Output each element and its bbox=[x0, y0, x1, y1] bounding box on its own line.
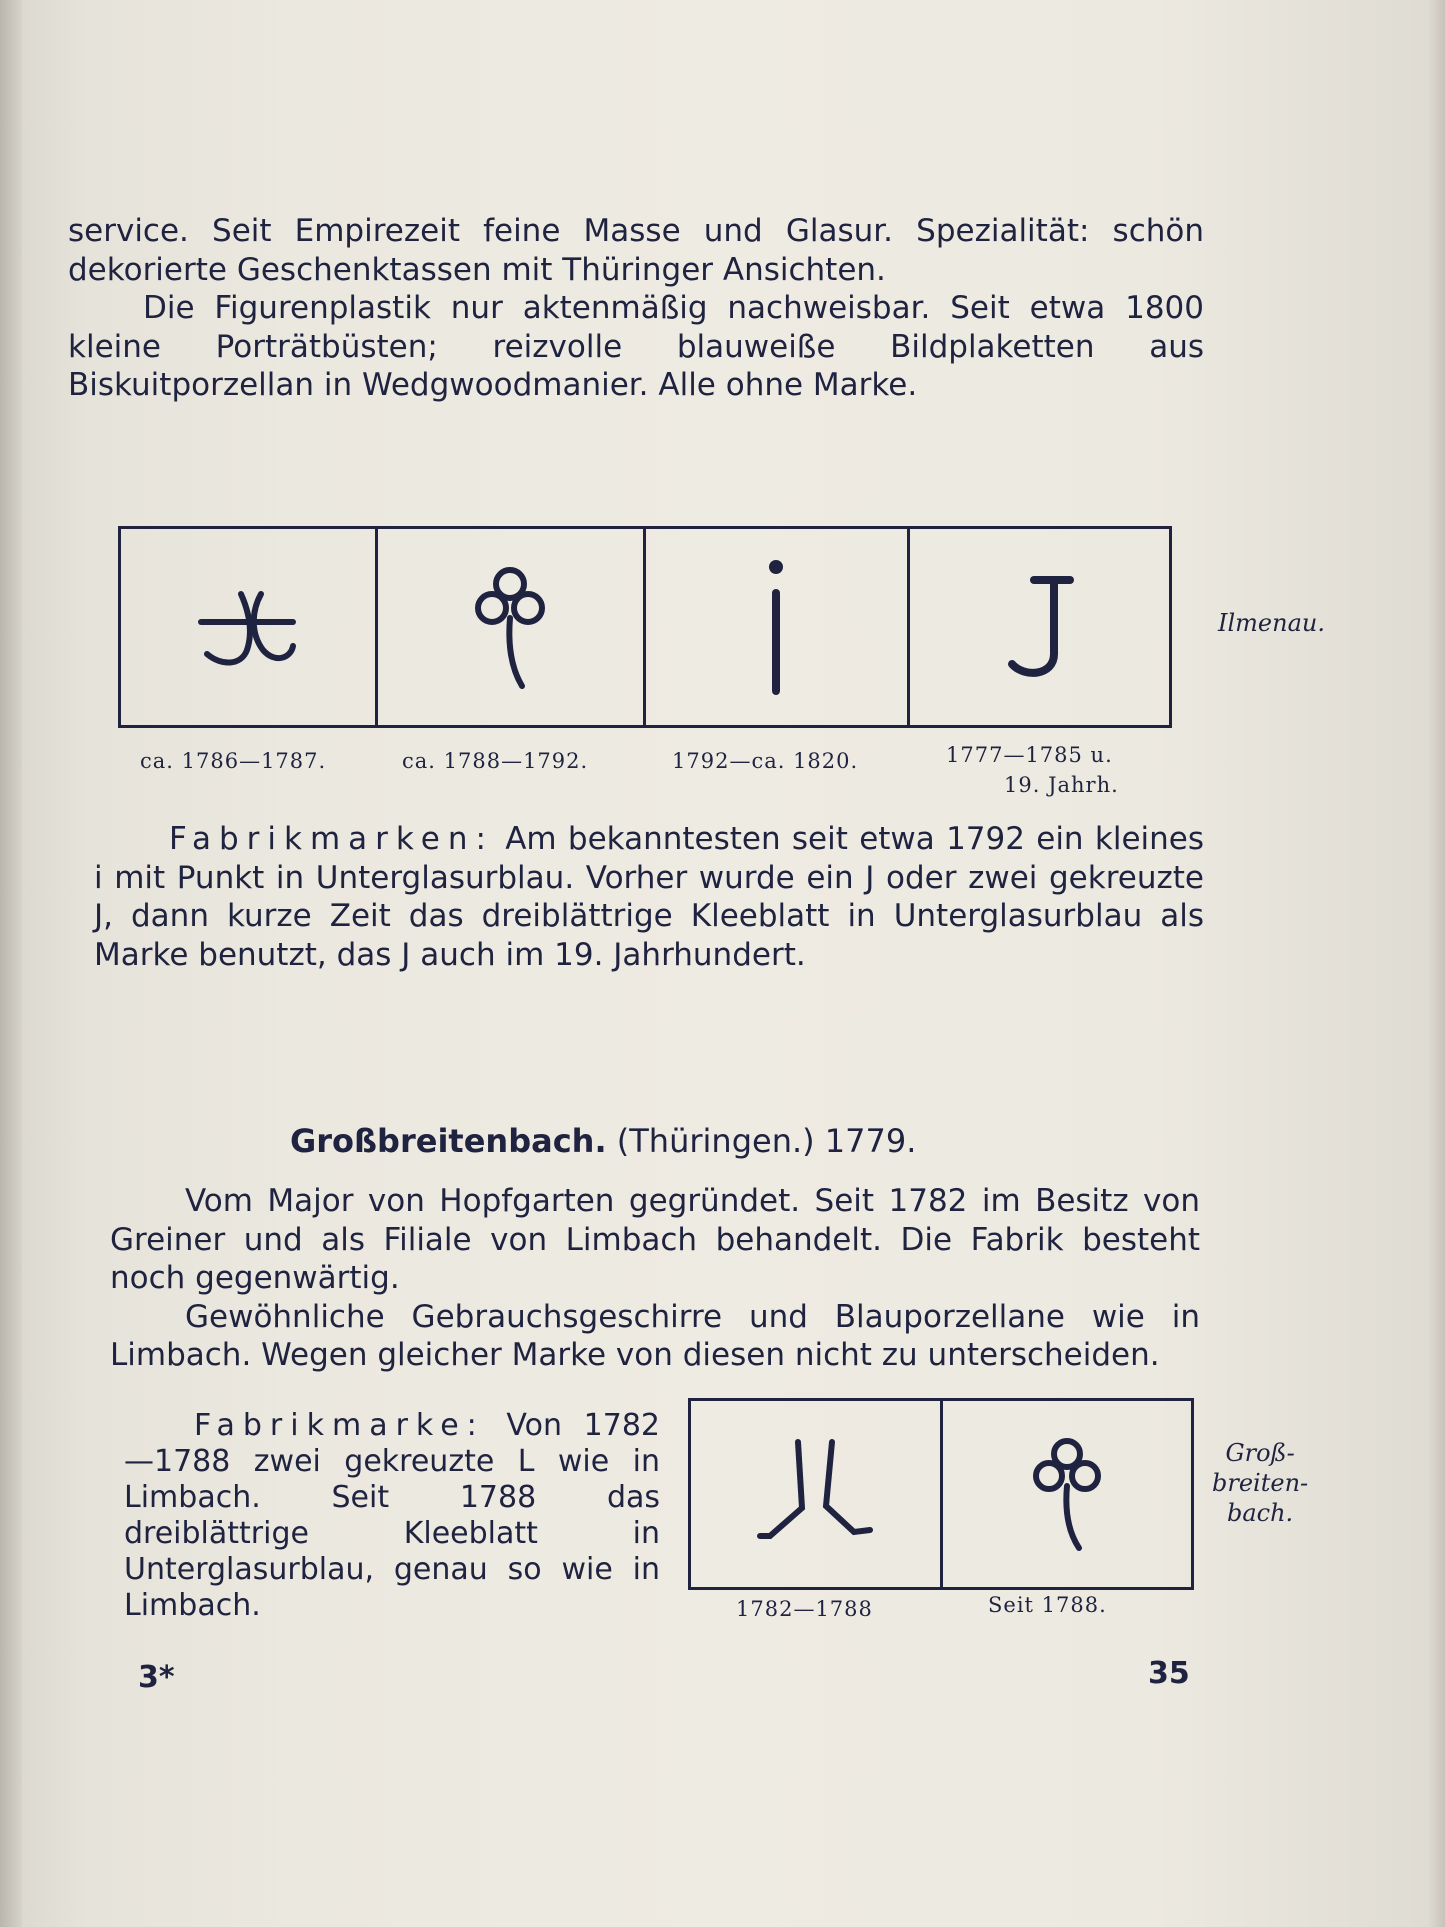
mark-cell bbox=[121, 529, 378, 725]
paragraph-text: Von 1782—1788 zwei gekreuzte L wie in Limbach. Seit 1788 das dreiblättrige Kleeblatt in Unterglasurblau, genau so wie in Limbach. bbox=[124, 1408, 660, 1623]
mark-caption: 1777—1785 u. bbox=[946, 743, 1113, 767]
J-mark bbox=[1004, 572, 1074, 682]
paragraph bbox=[94, 820, 1204, 974]
signature-mark: 3* bbox=[138, 1660, 175, 1695]
page-number: 35 bbox=[1148, 1656, 1190, 1691]
lead-term: Fabrikmarke: bbox=[194, 1408, 485, 1443]
mark-caption: Seit 1788. bbox=[988, 1593, 1107, 1617]
paragraph: Die Figurenplastik nur aktenmäßig nachweisbar. Seit etwa 1800 kleine Porträtbüsten; reizvolle blauweiße Bildplaketten aus Biskuitporzellan in Wedgwoodmanier. Alle ohne Marke. bbox=[68, 290, 1204, 403]
paragraph: Vom Major von Hopfgarten gegründet. Seit 1782 im Besitz von Greiner und als Filiale von Limbach behandelt. Die Fabrik besteht noch gegenwärtig. bbox=[110, 1183, 1200, 1296]
mark-cell bbox=[646, 529, 910, 725]
mark-caption: 1782—1788 bbox=[736, 1597, 873, 1621]
page-edge-left bbox=[0, 0, 22, 1927]
mark-caption: 1792—ca. 1820. bbox=[672, 749, 859, 773]
section-heading bbox=[290, 1122, 916, 1160]
side-label-line: bach. bbox=[1226, 1499, 1294, 1527]
side-label-grossbreitenbach bbox=[1212, 1438, 1308, 1528]
side-label-line: Groß- bbox=[1225, 1439, 1295, 1467]
mark-cell bbox=[691, 1401, 943, 1587]
side-label-line: breiten- bbox=[1212, 1469, 1309, 1497]
ilmenau-marks-table bbox=[118, 526, 1172, 728]
paragraph-text: Am bekanntesten seit etwa 1792 ein kleines i mit Punkt in Unterglasurblau. Vorher wurde ein J oder zwei gekreuzte J, dann kurze Zeit das dreiblättrige Kleeblatt in Unterglasurblau als Marke benutzt, das J auch im 19. Jahrhundert. bbox=[94, 821, 1204, 973]
mark-caption: ca. 1788—1792. bbox=[402, 749, 589, 773]
paragraph: service. Seit Empirezeit feine Masse und Glasur. Spezialität: schön dekorierte Geschenktassen mit Thüringer Ansichten. bbox=[68, 213, 1204, 288]
mark-cell bbox=[943, 1401, 1191, 1587]
mark-caption: 19. Jahrh. bbox=[1004, 773, 1119, 797]
text-block-ilmenau-marks bbox=[94, 820, 1204, 974]
text-block-grossbreitenbach bbox=[110, 1182, 1200, 1375]
cloverleaf-icon bbox=[1027, 1434, 1107, 1554]
mark-cell bbox=[910, 529, 1169, 725]
heading-year: 1779. bbox=[824, 1122, 917, 1160]
dotted-i-mark bbox=[761, 557, 791, 697]
paragraph bbox=[124, 1408, 660, 1624]
lead-term: Fabrikmarken: bbox=[169, 821, 494, 857]
heading-region: (Thüringen.) bbox=[616, 1122, 815, 1160]
grossbreitenbach-marks-table bbox=[688, 1398, 1194, 1590]
paragraph: Gewöhnliche Gebrauchsgeschirre und Blauporzellane wie in Limbach. Wegen gleicher Marke von diesen nicht zu unterscheiden. bbox=[110, 1298, 1200, 1373]
side-label-ilmenau: Ilmenau. bbox=[1218, 609, 1325, 637]
text-block-grossbreitenbach-marks bbox=[124, 1408, 660, 1624]
mark-caption: ca. 1786—1787. bbox=[140, 749, 327, 773]
crossed-L-icon bbox=[756, 1434, 876, 1554]
text-block-intro bbox=[68, 212, 1204, 405]
crossed-J-icon bbox=[193, 582, 303, 672]
cloverleaf-icon bbox=[470, 562, 550, 692]
mark-cell bbox=[378, 529, 645, 725]
page-edge-right bbox=[1427, 0, 1445, 1927]
heading-name: Großbreitenbach. bbox=[290, 1122, 607, 1160]
